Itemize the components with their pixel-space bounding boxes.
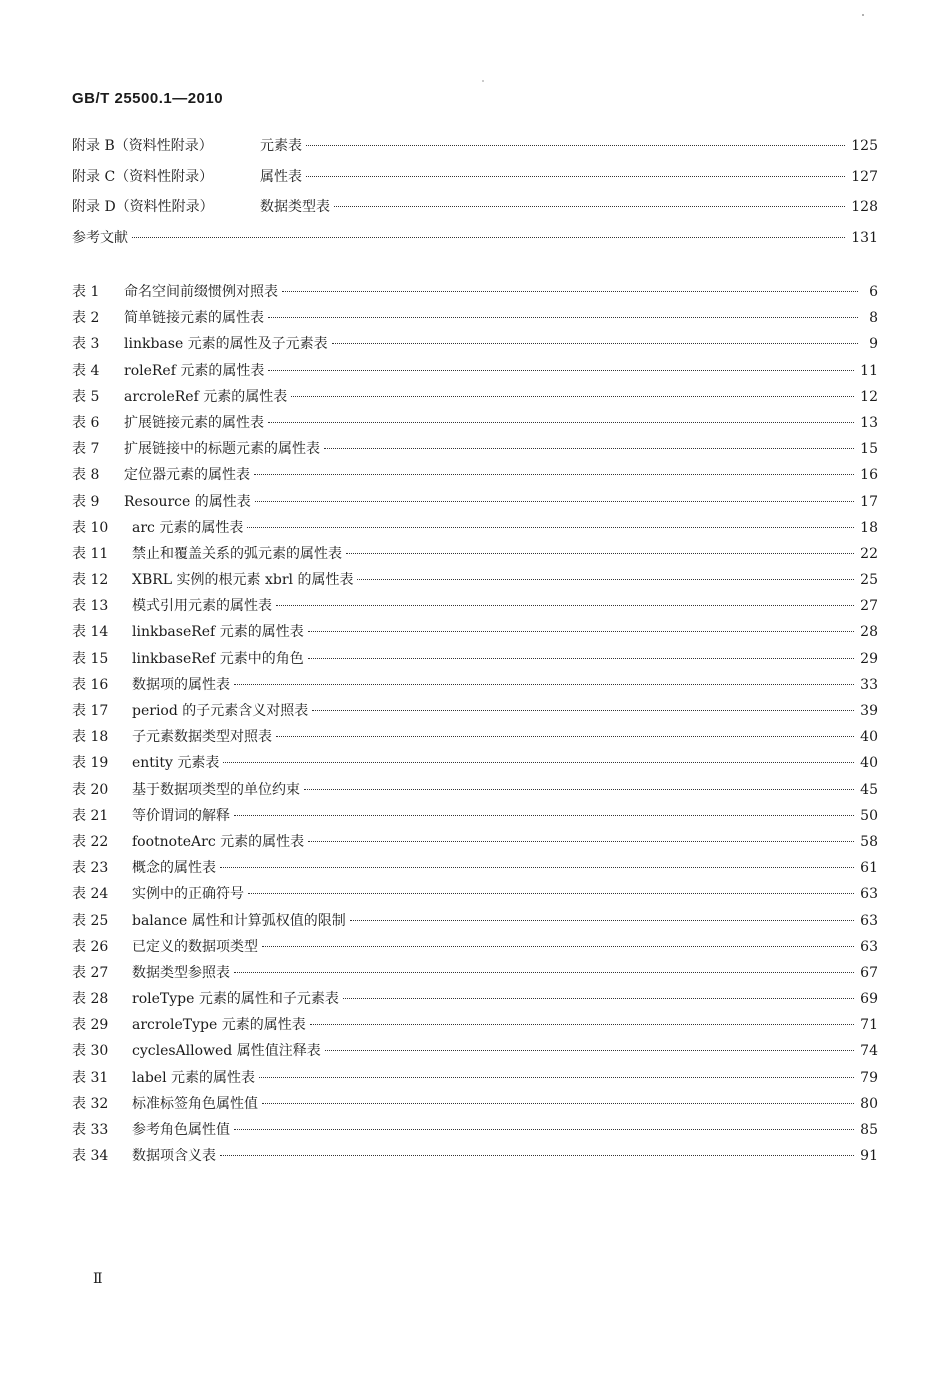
tables-entry-page: 28 [860,624,878,641]
tables-entry-label: 表 9 [72,493,100,510]
tables-entry[interactable] [72,805,878,831]
tables-entry-title: 扩展链接中的标题元素的属性表 [124,441,320,458]
tables-entry-page: 16 [860,467,878,484]
tables-entry-title: 数据类型参照表 [132,964,230,981]
tables-entry-lead [72,1145,216,1165]
annexes-entry-lead [72,166,302,186]
tables-entry-label: 表 13 [72,598,109,615]
tables-entry-label: 表 1 [72,284,100,300]
tables-entry-label: 表 14 [72,624,109,641]
tables-entry-title: period 的子元素含义对照表 [132,703,309,719]
tables-entry-page: 12 [860,388,878,405]
tables-entry-page: 40 [860,755,878,772]
tables-toc-list [72,281,878,1171]
dot-leader [308,658,854,659]
tables-entry-label: 表 6 [72,414,100,431]
dot-leader [308,841,854,842]
tables-entry[interactable] [72,857,878,883]
tables-entry-page: 40 [860,729,878,746]
tables-entry-page: 74 [860,1043,878,1060]
tables-entry[interactable] [72,1014,878,1040]
scan-speck [482,80,484,82]
tables-entry-lead [72,674,230,694]
tables-entry-title: arc 元素的属性表 [132,519,244,536]
tables-entry-page: 11 [860,362,878,379]
dot-leader [306,145,845,146]
dot-leader [268,317,858,318]
tables-entry-label: 表 27 [72,964,109,981]
tables-entry-label: 表 24 [72,886,109,903]
annexes-entry-label: 附录 C（资料性附录） [72,168,214,185]
annexes-entry-title: 属性表 [260,168,302,185]
tables-entry[interactable] [72,648,878,674]
tables-entry-label: 表 10 [72,519,109,536]
tables-entry-label: 表 4 [72,362,100,379]
tables-entry-label: 表 33 [72,1122,109,1138]
tables-entry-label: 表 32 [72,1095,109,1112]
tables-entry-page: 79 [860,1069,878,1086]
tables-entry-lead [72,595,272,615]
tables-entry-lead [72,386,287,406]
tables-entry-page: 9 [869,336,878,353]
tables-entry-title: 扩展链接元素的属性表 [124,414,264,431]
tables-entry[interactable] [72,307,878,333]
tables-entry-page: 50 [860,807,878,824]
tables-entry[interactable] [72,936,878,962]
annexes-entry-lead [72,135,302,155]
tables-entry-title: linkbaseRef 元素中的角色 [132,650,304,667]
tables-entry-page: 6 [869,284,878,300]
tables-entry[interactable] [72,1067,878,1093]
tables-entry-label: 表 3 [72,336,100,353]
tables-entry-label: 表 15 [72,650,109,667]
tables-entry-lead [72,936,258,956]
tables-entry[interactable] [72,1119,878,1145]
tables-entry-title: 子元素数据类型对照表 [132,729,272,746]
tables-entry[interactable] [72,1040,878,1066]
dot-leader [291,396,854,397]
tables-entry[interactable] [72,491,878,517]
tables-entry[interactable] [72,752,878,778]
annexes-entry-title: 参考文献 [72,229,128,246]
page-number: Ⅱ [93,1271,103,1287]
tables-entry-lead [72,464,250,484]
tables-entry-label: 表 28 [72,991,109,1008]
dot-leader [262,1103,854,1104]
dot-leader [343,998,854,999]
tables-entry-page: 27 [860,598,878,615]
tables-entry[interactable] [72,333,878,359]
tables-entry-label: 表 16 [72,676,109,693]
tables-entry-page: 69 [860,991,878,1008]
tables-entry-title: 基于数据项类型的单位约束 [132,781,300,798]
annexes-entry-label: 附录 D（资料性附录） [72,199,214,215]
annex-toc-list [72,135,878,257]
dot-leader [234,815,854,816]
dot-leader [268,370,854,371]
tables-entry[interactable] [72,831,878,857]
dot-leader [310,1024,854,1025]
tables-entry-label: 表 17 [72,703,109,719]
tables-entry-lead [72,726,272,746]
tables-entry-title: 命名空间前缀惯例对照表 [124,284,278,300]
tables-entry-lead [72,491,251,511]
tables-entry[interactable] [72,1145,878,1171]
tables-entry-title: linkbaseRef 元素的属性表 [132,624,304,641]
dot-leader [324,448,854,449]
tables-entry-lead [72,857,216,877]
tables-entry[interactable] [72,360,878,386]
dot-leader [220,1155,854,1156]
tables-entry-page: 15 [860,441,878,458]
annexes-entry[interactable] [72,135,878,166]
tables-entry-lead [72,700,308,720]
tables-entry-page: 63 [860,912,878,929]
tables-entry-lead [72,307,264,327]
tables-entry-lead [72,752,219,772]
tables-entry-label: 表 7 [72,441,100,458]
tables-entry-title: 实例中的正确符号 [132,886,244,903]
dot-leader [276,605,854,606]
tables-entry-page: 13 [860,414,878,431]
tables-entry-label: 表 29 [72,1017,109,1034]
tables-entry-page: 71 [860,1017,878,1034]
tables-entry-title: 标准标签角色属性值 [132,1095,258,1112]
dot-leader [334,206,845,207]
annexes-entry[interactable] [72,227,878,258]
tables-entry-title: entity 元素表 [132,755,220,772]
tables-entry[interactable] [72,569,878,595]
tables-entry-label: 表 8 [72,467,100,484]
tables-entry-title: cyclesAllowed 属性值注释表 [132,1043,321,1060]
tables-entry-lead [72,412,264,432]
dot-leader [282,291,858,292]
tables-entry-title: arcroleRef 元素的属性表 [124,388,288,405]
tables-entry-lead [72,648,304,668]
dot-leader [132,237,845,238]
tables-entry-page: 18 [860,519,878,536]
tables-entry[interactable] [72,883,878,909]
tables-entry-lead [72,621,304,641]
tables-entry-lead [72,543,342,563]
dot-leader [259,1077,854,1078]
dot-leader [262,946,854,947]
dot-leader [268,422,854,423]
dot-leader [276,736,854,737]
tables-entry[interactable] [72,910,878,936]
annexes-entry-page: 125 [851,138,878,154]
dot-leader [220,867,854,868]
dot-leader [350,920,854,921]
dot-leader [312,710,854,711]
tables-entry[interactable] [72,988,878,1014]
tables-entry[interactable] [72,1093,878,1119]
tables-entry-title: balance 属性和计算弧权值的限制 [132,912,346,929]
tables-entry[interactable] [72,543,878,569]
tables-entry-page: 39 [860,703,878,719]
tables-entry-lead [72,1067,255,1087]
tables-entry-title: 已定义的数据项类型 [132,938,258,955]
dot-leader [357,579,854,580]
tables-entry[interactable] [72,438,878,464]
dot-leader [223,762,854,763]
tables-entry-lead [72,805,230,825]
tables-entry-lead [72,962,230,982]
tables-entry-title: 数据项的属性表 [132,676,230,693]
tables-entry-lead [72,438,320,458]
tables-entry-label: 表 18 [72,729,109,746]
tables-entry-title: 模式引用元素的属性表 [132,598,272,615]
dot-leader [304,789,854,790]
tables-entry-lead [72,1040,321,1060]
tables-entry-label: 表 5 [72,388,100,405]
dot-leader [234,684,854,685]
tables-entry-title: 禁止和覆盖关系的弧元素的属性表 [132,545,342,562]
tables-entry-label: 表 23 [72,860,109,877]
tables-entry-label: 表 2 [72,310,100,327]
dot-leader [306,176,845,177]
tables-entry-page: 91 [860,1148,878,1165]
tables-entry[interactable] [72,700,878,726]
annexes-entry-lead [72,227,128,247]
tables-entry-label: 表 34 [72,1148,109,1165]
annexes-entry-page: 131 [851,229,878,246]
tables-entry-lead [72,360,264,380]
tables-entry-page: 29 [860,650,878,667]
tables-entry-page: 67 [860,964,878,981]
tables-entry-page: 61 [860,860,878,877]
dot-leader [234,972,854,973]
dot-leader [247,527,854,528]
tables-entry-lead [72,333,328,353]
tables-entry-lead [72,1014,306,1034]
annexes-entry-title: 元素表 [260,138,302,154]
tables-entry-label: 表 21 [72,807,109,824]
tables-entry-title: 定位器元素的属性表 [124,467,250,484]
tables-entry-title: 数据项含义表 [132,1148,216,1165]
tables-entry-page: 85 [860,1122,878,1138]
tables-entry-label: 表 20 [72,781,109,798]
tables-entry-lead [72,281,278,301]
tables-entry[interactable] [72,595,878,621]
tables-entry[interactable] [72,962,878,988]
tables-entry-title: 参考角色属性值 [132,1122,230,1138]
tables-entry-label: 表 22 [72,833,109,850]
tables-entry[interactable] [72,621,878,647]
tables-entry-page: 25 [860,572,878,589]
tables-entry-title: linkbase 元素的属性及子元素表 [124,336,328,353]
tables-entry-title: roleRef 元素的属性表 [124,362,265,379]
tables-entry[interactable] [72,281,878,307]
annexes-entry-label: 附录 B（资料性附录） [72,138,213,154]
tables-entry-label: 表 19 [72,755,109,772]
annexes-entry[interactable] [72,196,878,227]
tables-entry-page: 63 [860,886,878,903]
annexes-entry[interactable] [72,166,878,197]
tables-entry[interactable] [72,779,878,805]
annexes-entry-page: 127 [851,168,878,185]
tables-entry-lead [72,988,339,1008]
tables-entry[interactable] [72,726,878,752]
dot-leader [248,893,854,894]
tables-entry[interactable] [72,386,878,412]
tables-entry-lead [72,517,243,537]
tables-entry[interactable] [72,517,878,543]
tables-entry-title: 概念的属性表 [132,860,216,877]
tables-entry-label: 表 26 [72,938,109,955]
tables-entry-title: 等价谓词的解释 [132,807,230,824]
annexes-entry-lead [72,196,330,216]
tables-entry-lead [72,779,300,799]
tables-entry-lead [72,1093,258,1113]
tables-entry-label: 表 12 [72,572,109,589]
tables-entry-lead [72,1119,230,1139]
tables-entry[interactable] [72,674,878,700]
tables-entry[interactable] [72,464,878,490]
tables-entry-title: roleType 元素的属性和子元素表 [132,991,339,1008]
dot-leader [255,501,854,502]
tables-entry-lead [72,569,353,589]
tables-entry-page: 45 [860,781,878,798]
tables-entry-label: 表 30 [72,1043,109,1060]
tables-entry-page: 80 [860,1095,878,1112]
tables-entry-page: 33 [860,676,878,693]
tables-entry-lead [72,831,304,851]
tables-entry[interactable] [72,412,878,438]
tables-entry-page: 63 [860,938,878,955]
document-code: GB/T 25500.1—2010 [72,90,224,107]
tables-entry-page: 17 [860,493,878,510]
tables-entry-title: label 元素的属性表 [132,1069,255,1086]
tables-entry-lead [72,910,346,930]
tables-entry-page: 8 [869,310,878,327]
annexes-entry-title: 数据类型表 [260,199,330,215]
scan-speck [862,14,864,16]
annexes-entry-page: 128 [851,199,878,215]
tables-entry-title: Resource 的属性表 [124,493,251,510]
tables-entry-title: footnoteArc 元素的属性表 [132,833,305,850]
dot-leader [308,631,854,632]
tables-entry-label: 表 11 [72,545,109,562]
tables-entry-page: 58 [860,833,878,850]
tables-entry-title: XBRL 实例的根元素 xbrl 的属性表 [132,572,354,589]
dot-leader [346,553,854,554]
tables-entry-label: 表 25 [72,912,109,929]
dot-leader [254,474,854,475]
tables-entry-title: arcroleType 元素的属性表 [132,1017,306,1034]
tables-entry-lead [72,883,244,903]
tables-entry-page: 22 [860,545,878,562]
dot-leader [325,1050,854,1051]
tables-entry-label: 表 31 [72,1069,109,1086]
dot-leader [234,1129,854,1130]
dot-leader [332,343,858,344]
tables-entry-title: 简单链接元素的属性表 [124,310,264,327]
